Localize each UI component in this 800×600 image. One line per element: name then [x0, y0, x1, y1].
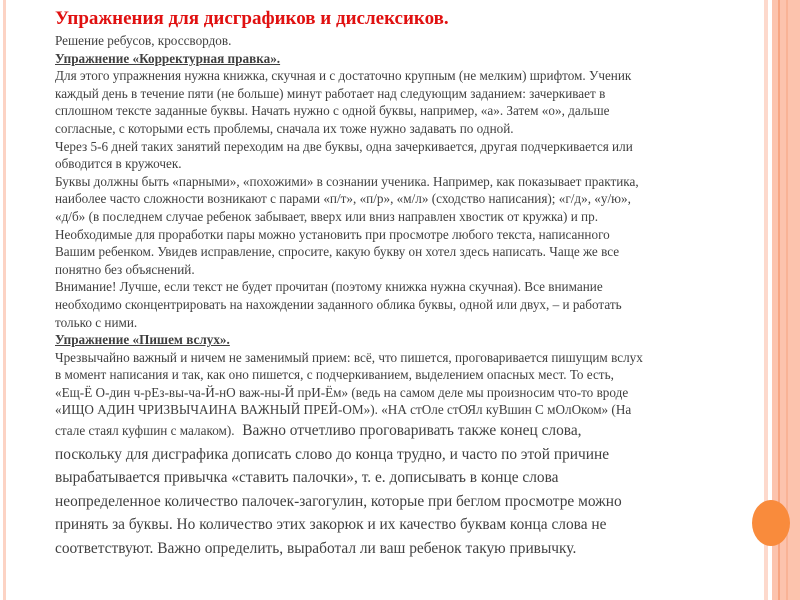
text-line: понятно без объяснений.: [55, 261, 195, 277]
text-line: стале стаял куфшин с малаком).: [55, 423, 235, 439]
section-heading: Упражнение «Пишем вслух».: [55, 332, 230, 348]
text-line: наиболее часто сложности возникают с парами «п/т», «п/р», «м/л» (сходство написания); «г/д», «у/ю»,: [55, 191, 631, 207]
mixed-line: [55, 419, 755, 443]
text-line: Вашим ребенком. Увидев исправление, спросите, какую букву он хотел здесь написать. Чаще же все: [55, 244, 620, 260]
text-line: Внимание! Лучше, если текст не будет прочитан (поэтому книжка нужна скучная). Все внимание: [55, 279, 603, 295]
text-line: сплошном тексте заданные буквы. Начать нужно с одной буквы, например, «а». Затем «о», дальше: [55, 103, 610, 119]
slide-title: Упражнения для дисграфиков и дислексиков.: [55, 8, 449, 29]
text-line: «ИЩО АДИН ЧРИЗВЫЧАИНА ВАЖНЫЙ ПРЕЙ-ОМ»). «НА стОле стОЯл куВшин С мОлОком» (На: [55, 402, 632, 418]
text-line: обводится в кружочек.: [55, 156, 182, 172]
text-line: каждый день в течение пяти (не больше) минут работает над следующим заданием: зачеркивает в: [55, 85, 606, 101]
text-line: вырабатывается привычка «ставить палочки», т. е. дописывать в конце слова: [55, 469, 559, 487]
text-line: только с ними.: [55, 314, 138, 330]
text-line: Для этого упражнения нужна книжка, скучная и с достаточно крупным (не мелким) шрифтом. Ученик: [55, 68, 632, 84]
text-line: принять за буквы. Но количество этих закорюк и их качество буквам конца слова не: [55, 516, 607, 534]
text-line: «д/б» (в последнем случае ребенок забывает, вверх или вниз направлен хвостик от кружка) и пр.: [55, 208, 599, 224]
orange-circle-decoration: [752, 500, 790, 546]
text-line: Важно отчетливо проговаривать также конец слова,: [242, 422, 582, 440]
slide-content: [55, 6, 755, 561]
text-line: Через 5-6 дней таких занятий переходим на две буквы, одна зачеркивается, другая подчеркивается или: [55, 138, 633, 154]
text-line: согласные, с которыми есть проблемы, сначала их тоже нужно задавать по одной.: [55, 120, 514, 136]
text-line: необходимо сконцентрировать на нахождении заданного облика буквы, одной или двух, – и работать: [55, 296, 622, 312]
text-line: Буквы должны быть «парными», «похожими» в сознании ученика. Например, как показывает практика,: [55, 173, 639, 189]
left-border-line: [3, 0, 6, 600]
text-line: Чрезвычайно важный и ничем не заменимый прием: всё, что пишется, проговаривается пишущим вслух: [55, 349, 643, 365]
text-line: поскольку для дисграфика дописать слово до конца трудно, и часто по этой причине: [55, 445, 610, 463]
text-line: неопределенное количество палочек-загогулин, которые при беглом просмотре можно: [55, 492, 622, 510]
text-line: соответствуют. Важно определить, выработал ли ваш ребенок такую привычку.: [55, 540, 577, 558]
text-line: Решение ребусов, кроссвордов.: [55, 33, 232, 48]
text-line: в момент написания и так, как оно пишется, с подчеркиванием, выделением опасных мест. То есть,: [55, 367, 614, 383]
text-line: Необходимые для проработки пары можно установить при просмотре любого текста, написанного: [55, 226, 610, 242]
section-heading: Упражнение «Корректурная правка».: [55, 50, 281, 66]
text-line: «Ещ-Ё О-дин ч-рЕз-вы-ча-Й-нО важ-ны-Й прИ-Ём» (ведь на самом деле мы произносим что-то вроде: [55, 384, 629, 400]
